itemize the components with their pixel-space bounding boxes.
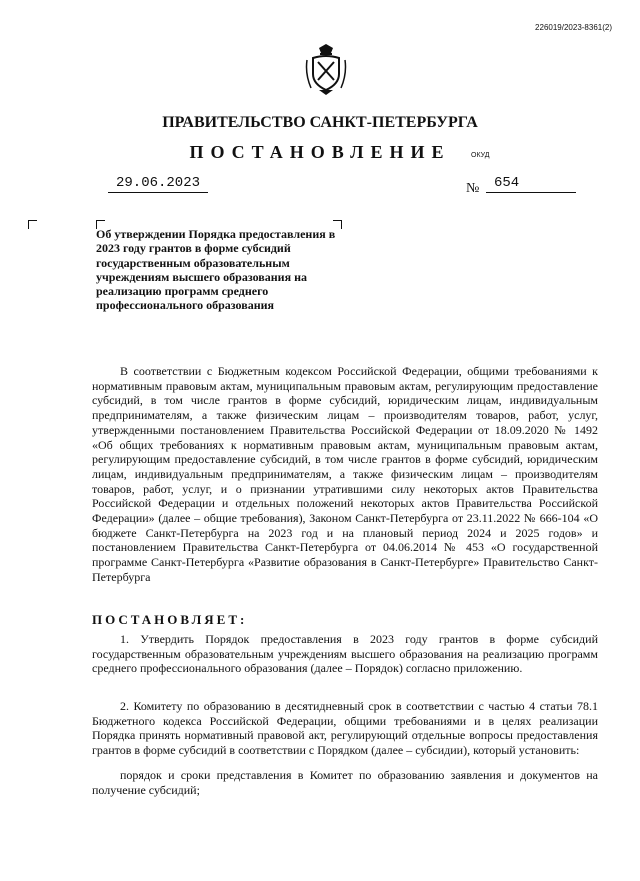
document-subject: Об утверждении Порядка предоставления в 2023 году грантов в форме субсидий государственным образовательным учреждениям высшего образования на реализацию программ среднего профессионального образования <box>96 227 336 313</box>
preamble-paragraph: В соответствии с Бюджетным кодексом Российской Федерации, общими требованиями к нормативным правовым актам, муниципальным правовым актам, регулирующим предоставление субсидий, в том числе грантов в форме субсидий, юридическим лицам, индивидуальным предпринимателям, а также физическим лицам – производителям товаров, работ, услуг, утвержденными постановлением Правительства Российской Федерации от 18.09.2020 № 1492 «Об общих требованиях к нормативным правовым актам, муниципальным правовым актам, регулирующим предоставление субсидий, в том числе грантов в форме субсидий, юридическим лицам, индивидуальным предпринимателям, а также физическим лицам – производителям товаров, работ, услуг, и о признании утратившими силу некоторых актов Правительства Российской Федерации и отдельных положений некоторых актов Правительства Российской Федерации» (далее – общие требования), Законом Санкт-Петербурга от 23.11.2022 № 666-104 «О бюджете Санкт-Петербурга на 2023 год и на плановый период 2024 и 2025 годов» и постановлением Правительства Санкт-Петербурга от 04.06.2014 № 453 «О государственной программе Санкт-Петербурга «Развитие образования в Санкт-Петербурге» Правительство Санкт-Петербурга <box>92 364 598 584</box>
document-date: 29.06.2023 <box>108 175 208 193</box>
decree-item-1: 1. Утвердить Порядок предоставления в 2023 году грантов в форме субсидий государственным образовательным учреждениям высшего образования на реализацию программ среднего профессионального образования (далее – Порядок) согласно приложению. <box>92 632 598 676</box>
decree-heading: ПОСТАНОВЛЯЕТ: <box>92 612 248 627</box>
number-label: № <box>466 181 480 196</box>
corner-mark <box>28 220 37 229</box>
document-number: 654 <box>486 175 576 193</box>
coat-of-arms-icon <box>305 44 347 96</box>
decree-item-2: 2. Комитету по образованию в десятидневный срок в соответствии с частью 4 статьи 78.1 Бюджетного кодекса Российской Федерации, общими требованиями и в целях реализации Порядка принять нормативный правовой акт, регулирующий отдельные вопросы предоставления грантов в форме субсидий в соответствии с Порядком (далее – субсидии), который установить: <box>92 699 598 758</box>
government-name: ПРАВИТЕЛЬСТВО САНКТ-ПЕТЕРБУРГА <box>162 114 478 131</box>
decree-subitem: порядок и сроки представления в Комитет по образованию заявления и документов на получение субсидий; <box>92 768 598 797</box>
document-type-title: ПОСТАНОВЛЕНИЕ <box>189 142 451 162</box>
okud-label: ОКУД <box>471 152 490 159</box>
document-registration-number: 226019/2023-8361(2) <box>535 23 612 32</box>
